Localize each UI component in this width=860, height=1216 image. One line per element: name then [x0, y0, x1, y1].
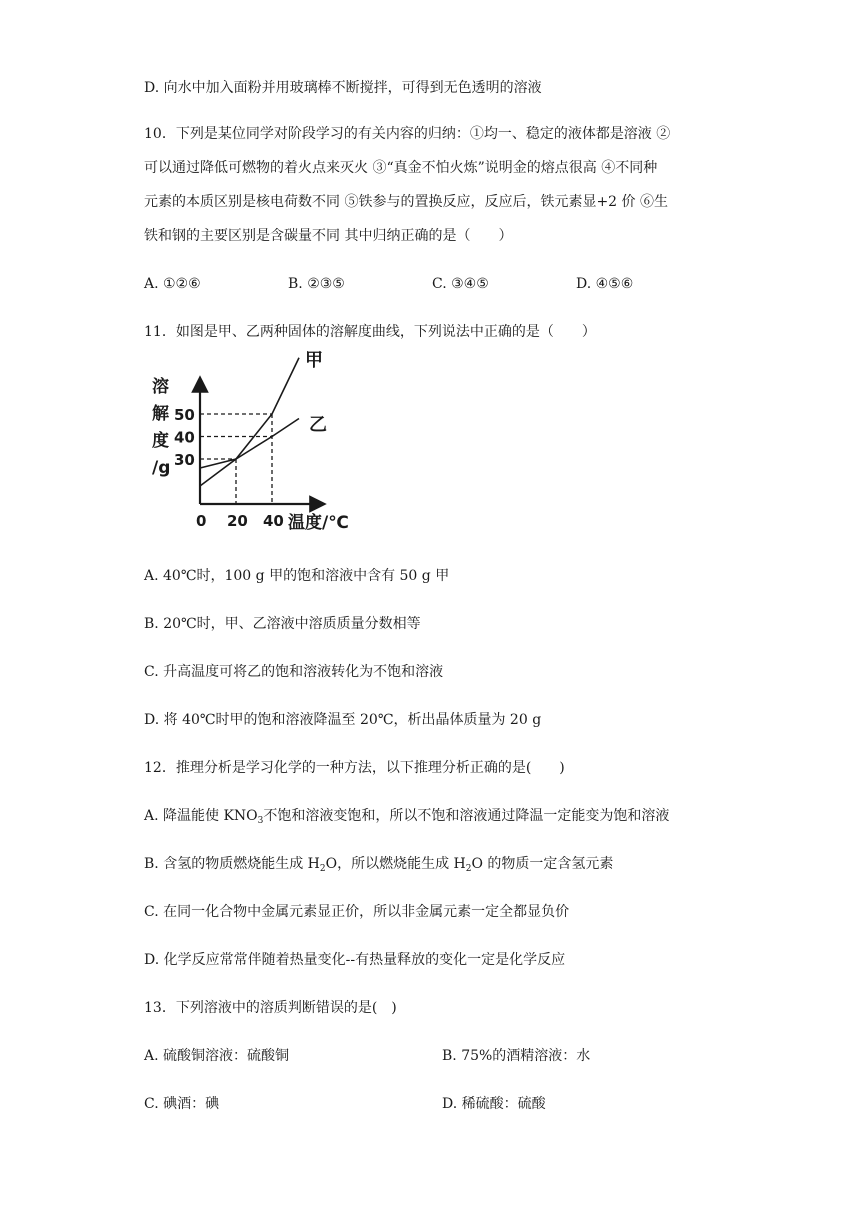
x-axis-label: 温度/℃ [288, 513, 349, 533]
q10-option-b: B. ②③⑤ [288, 276, 345, 292]
q9-option-d: D. 向水中加入面粉并用玻璃棒不断搅拌，可得到无色透明的溶液 [144, 80, 542, 96]
q13-option-b: B. 75%的酒精溶液：水 [442, 1048, 591, 1064]
q10-option-d: D. ④⑤⑥ [576, 276, 634, 292]
q10-stem-line-1: 10．下列是某位同学对阶段学习的有关内容的归纳：①均一、稳定的液体都是溶液 ② [144, 126, 671, 142]
q12-a-sub: 3 [257, 816, 264, 826]
q13-stem: 13．下列溶液中的溶质判断错误的是( ) [144, 1000, 397, 1016]
y-label-char-3: /g [152, 458, 171, 478]
q13-option-c: C. 碘酒：碘 [144, 1096, 220, 1112]
q11-option-c: C. 升高温度可将乙的饱和溶液转化为不饱和溶液 [144, 664, 444, 680]
x-tick-40: 40 [263, 512, 284, 530]
y-label-char-2: 度 [152, 431, 169, 451]
y-tick-30: 30 [174, 451, 195, 469]
q12-option-d: D. 化学反应常常伴随着热量变化--有热量释放的变化一定是化学反应 [144, 952, 566, 968]
series-label-yi: 乙 [309, 414, 327, 436]
q10-stem-line-2: 可以通过降低可燃物的着火点来灭火 ③“真金不怕火炼”说明金的熔点很高 ④不同种 [144, 160, 658, 176]
q13-option-a: A. 硫酸铜溶液：硫酸铜 [144, 1048, 290, 1064]
q10-option-c: C. ③④⑤ [432, 276, 489, 292]
y-label-char-1: 解 [152, 404, 169, 424]
q11-option-a: A. 40℃时，100 g 甲的饱和溶液中含有 50 g 甲 [144, 568, 450, 584]
q12-option-b [144, 854, 613, 879]
solubility-chart [144, 349, 364, 536]
y-label-char-0: 溶 [152, 377, 169, 397]
q11-option-b: B. 20℃时，甲、乙溶液中溶质质量分数相等 [144, 616, 421, 632]
q11-option-d: D. 将 40℃时甲的饱和溶液降温至 20℃，析出晶体质量为 20 g [144, 712, 542, 728]
q10-option-a: A. ①②⑥ [144, 276, 201, 292]
q12-a-post: 不饱和溶液变饱和，所以不饱和溶液通过降温一定能变为饱和溶液 [263, 808, 670, 824]
curve-jia [200, 358, 299, 486]
q12-b-mid: O，所以燃烧能生成 H [325, 856, 466, 872]
q10-stem-line-4: 铁和钢的主要区别是含碳量不同 其中归纳正确的是（ ） [144, 228, 513, 244]
q12-option-a [144, 806, 669, 831]
q12-b-sub1: 2 [319, 864, 326, 874]
x-tick-0: 0 [196, 512, 207, 530]
q12-stem: 12．推理分析是学习化学的一种方法，以下推理分析正确的是( ) [144, 760, 565, 776]
y-tick-50: 50 [174, 406, 195, 424]
chart-curves [200, 358, 299, 486]
q12-option-c: C. 在同一化合物中金属元素显正价，所以非金属元素一定全都显负价 [144, 904, 570, 920]
q11-stem: 11．如图是甲、乙两种固体的溶解度曲线，下列说法中正确的是（ ） [144, 324, 596, 340]
q12-a-pre: A. 降温能使 KNO [144, 808, 258, 824]
y-tick-40: 40 [174, 428, 195, 447]
q10-stem-line-3: 元素的本质区别是核电荷数不同 ⑤铁参与的置换反应，反应后，铁元素显+2 价 ⑥生 [144, 194, 668, 210]
q13-option-d: D. 稀硫酸：硫酸 [442, 1096, 546, 1112]
x-tick-20: 20 [227, 512, 248, 530]
q12-b-pre: B. 含氢的物质燃烧能生成 H [144, 856, 320, 872]
q12-b-sub2: 2 [465, 864, 472, 874]
series-label-jia: 甲 [305, 349, 323, 371]
q12-b-post: O 的物质一定含氢元素 [471, 856, 614, 872]
